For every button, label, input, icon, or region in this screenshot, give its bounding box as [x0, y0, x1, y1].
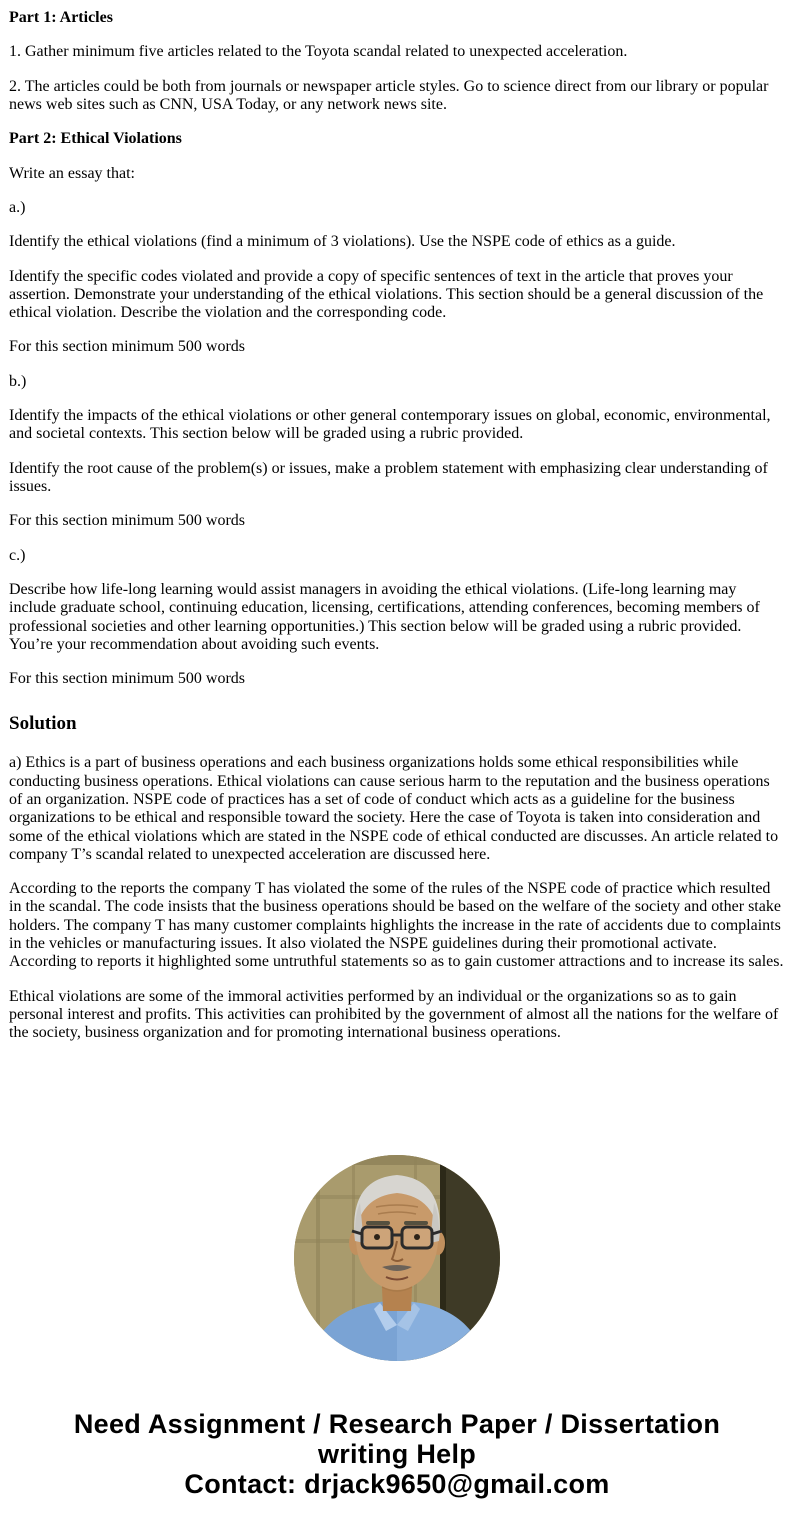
para-min-words-b: For this section minimum 500 words	[9, 512, 245, 530]
para-item-b: b.)	[9, 372, 27, 390]
para-lifelong-learning: Describe how life-long learning would assist managers in avoiding the ethical violations. (Life-long learning may include graduate school, continuing education, licensing, certifications, attending conferences, becoming members of professional societies and other learning opportunities.) This section below will be graded using a rubric provided. You’re your recommendation about avoiding such events.	[9, 580, 760, 653]
para-identify-impacts: Identify the impacts of the ethical violations or other general contemporary issues on global, economic, environmental, and societal contexts. This section below will be graded using a rubric provided.	[9, 407, 771, 443]
heading-part1-articles: Part 1: Articles	[9, 9, 113, 26]
avatar	[294, 1155, 500, 1361]
para-identify-violations: Identify the ethical violations (find a minimum of 3 violations). Use the NSPE code of ethics as a guide.	[9, 233, 676, 251]
para-root-cause: Identify the root cause of the problem(s) or issues, make a problem statement with emphasizing clear understanding of issues.	[9, 459, 768, 495]
para-item-a: a.)	[9, 198, 26, 216]
para-solution-a: a) Ethics is a part of business operations and each business organizations holds some ethical responsibilities while conducting business operations. Ethical violations can cause serious harm to the reputation and the business operations of an organization. NSPE code of practices has a set of code of conduct which acts as a guideline for the business organizations to be ethical and responsible toward the society. Here the case of Toyota is taken into consideration and some of the ethical violations which are stated in the NSPE code of ethical conducted are discusses. An article related to company T’s scandal related to unexpected acceleration are discussed here.	[9, 754, 779, 863]
tutor-photo	[294, 1155, 500, 1361]
para-gather-articles: 1. Gather minimum five articles related to the Toyota scandal related to unexpected acceleration.	[9, 43, 628, 61]
para-identify-codes: Identify the specific codes violated and provide a copy of specific sentences of text in the article that proves your assertion. Demonstrate your understanding of the ethical violations. This section should be a general discussion of the ethical violation. Describe the violation and the corresponding code.	[9, 267, 764, 322]
para-min-words-c: For this section minimum 500 words	[9, 670, 245, 688]
heading-part2-ethical-violations: Part 2: Ethical Violations	[9, 130, 182, 148]
para-min-words-a: For this section minimum 500 words	[9, 338, 245, 356]
footer-banner	[25, 1409, 769, 1499]
footer-title: Need Assignment / Research Paper / Dissertation writing Help	[73, 1408, 721, 1469]
heading-solution: Solution	[9, 712, 77, 734]
para-item-c: c.)	[9, 546, 26, 564]
para-solution-conclusion: Ethical violations are some of the immoral activities performed by an individual or the organizations so as to gain personal interest and profits. This activities can prohibited by the government of almost all the nations for the welfare of the society, business organization and for promoting international business operations.	[9, 987, 779, 1042]
para-write-essay: Write an essay that:	[9, 164, 135, 182]
footer-contact-email: Contact: drjack9650@gmail.com	[184, 1468, 610, 1499]
para-solution-reports: According to the reports the company T has violated the some of the rules of the NSPE code of practice which resulted in the scandal. The code insists that the business operations should be based on the welfare of the society and other stake holders. The company T has many customer complaints highlights the increase in the rate of accidents due to complaints in the vehicles or manufacturing issues. It also violated the NSPE guidelines during their promotional activate. According to reports it highlighted some untruthful statements so as to gain customer attractions and to increase its sales.	[9, 880, 784, 971]
para-article-sources: 2. The articles could be both from journals or newspaper article styles. Go to science direct from our library or popular news web sites such as CNN, USA Today, or any network news site.	[9, 77, 769, 113]
